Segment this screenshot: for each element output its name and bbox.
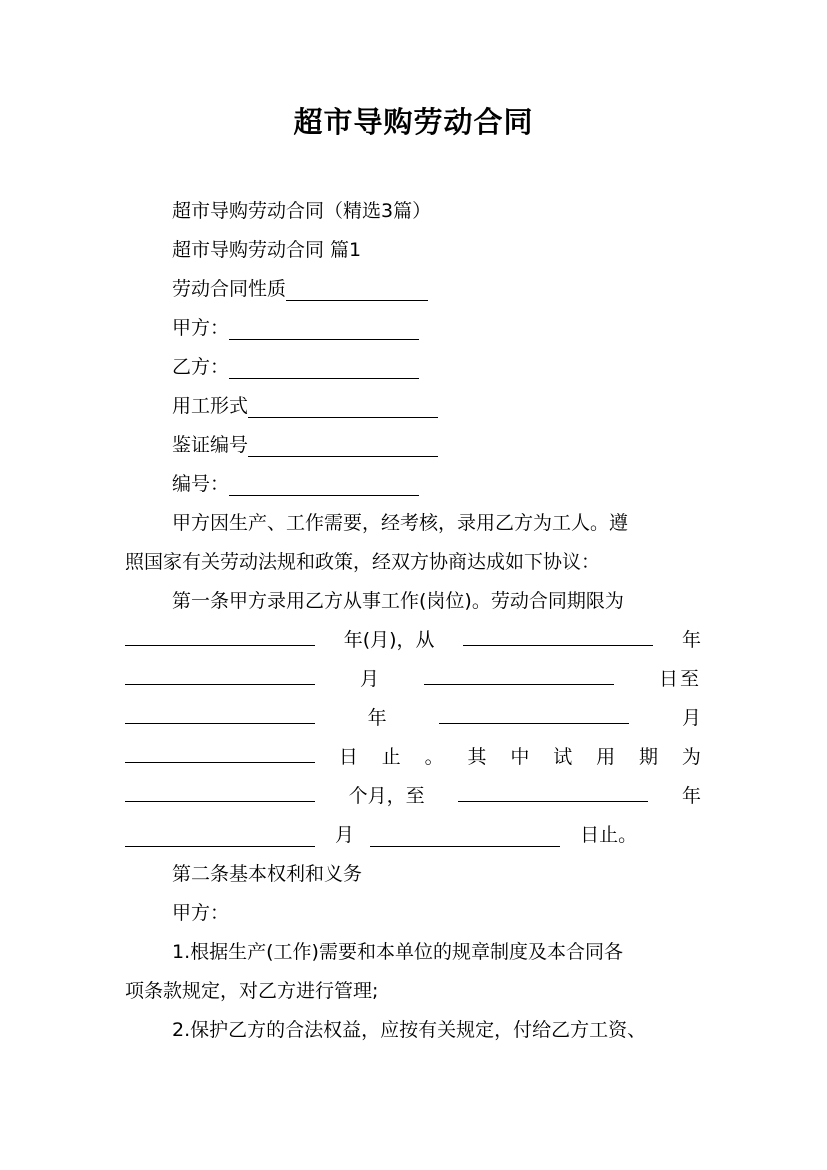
text: 超市导购劳动合同 篇1	[172, 239, 362, 261]
form-line	[125, 270, 701, 308]
text: 年	[681, 629, 701, 651]
text: 止	[381, 746, 401, 768]
text: 。	[424, 746, 444, 768]
label: 鉴证编号	[172, 434, 249, 456]
text: 个月，至	[348, 785, 425, 807]
text: 年(月)，从	[343, 629, 435, 651]
paragraph-line	[125, 621, 701, 659]
text: 试	[553, 746, 573, 768]
text: 项条款规定，对乙方进行管理;	[125, 980, 379, 1002]
paragraph-line	[125, 699, 701, 737]
text: 月	[335, 824, 355, 846]
form-line	[125, 465, 701, 503]
text: 2.保护乙方的合法权益，应按有关规定，付给乙方工资、	[172, 1019, 647, 1041]
text: 年	[681, 785, 701, 807]
text: 其	[467, 746, 487, 768]
text: 为	[681, 746, 701, 768]
text: 甲方：	[172, 902, 230, 924]
blank-field	[439, 701, 629, 724]
paragraph-line	[125, 231, 701, 269]
blank-field	[125, 740, 315, 763]
document-title: 超市导购劳动合同	[293, 105, 534, 139]
blank-field	[370, 824, 560, 847]
blank-field	[463, 623, 653, 646]
text: 中	[510, 746, 530, 768]
text: 日止。	[580, 824, 638, 846]
label: 用工形式	[172, 395, 249, 417]
blank-field	[125, 779, 315, 802]
form-line	[125, 348, 701, 386]
text: 年	[367, 707, 387, 729]
text: 月	[359, 668, 379, 690]
paragraph-line	[125, 777, 701, 815]
text: 月	[681, 707, 701, 729]
text: 日至	[658, 668, 701, 690]
paragraph-line	[125, 933, 701, 971]
blank-field	[229, 356, 419, 379]
label: 甲方：	[172, 317, 230, 339]
blank-field	[125, 662, 315, 685]
text: 照国家有关劳动法规和政策，经双方协商达成如下协议：	[125, 551, 601, 573]
paragraph-line	[125, 582, 701, 620]
paragraph-line	[125, 972, 701, 1010]
label: 劳动合同性质	[172, 278, 287, 300]
text: 第二条基本权利和义务	[172, 863, 363, 885]
blank-field	[229, 473, 419, 496]
paragraph-line	[125, 894, 701, 932]
paragraph-line	[125, 660, 701, 698]
text: 第一条甲方录用乙方从事工作(岗位)。劳动合同期限为	[172, 590, 624, 612]
blank-field	[229, 317, 419, 340]
paragraph-line	[125, 192, 701, 230]
text: 甲方因生产、工作需要，经考核，录用乙方为工人。遵	[172, 512, 629, 534]
paragraph-line	[125, 855, 701, 893]
paragraph-line	[125, 1011, 701, 1049]
text: 期	[638, 746, 658, 768]
text: 用	[596, 746, 616, 768]
paragraph-line	[125, 543, 701, 581]
form-line	[125, 387, 701, 425]
form-line	[125, 426, 701, 464]
blank-field	[125, 623, 315, 646]
blank-field	[424, 662, 614, 685]
text: 1.根据生产(工作)需要和本单位的规章制度及本合同各	[172, 941, 623, 963]
form-line	[125, 309, 701, 347]
blank-field	[286, 278, 428, 301]
paragraph-line	[125, 738, 701, 776]
blank-field	[125, 824, 315, 847]
paragraph-line	[125, 504, 701, 542]
blank-field	[125, 701, 315, 724]
paragraph-line	[125, 816, 701, 854]
text: 超市导购劳动合同（精选3篇）	[172, 200, 432, 222]
blank-field	[248, 395, 438, 418]
text: 日	[338, 746, 358, 768]
blank-field	[248, 434, 438, 457]
label: 编号：	[172, 473, 230, 495]
blank-field	[458, 779, 648, 802]
label: 乙方：	[172, 356, 230, 378]
